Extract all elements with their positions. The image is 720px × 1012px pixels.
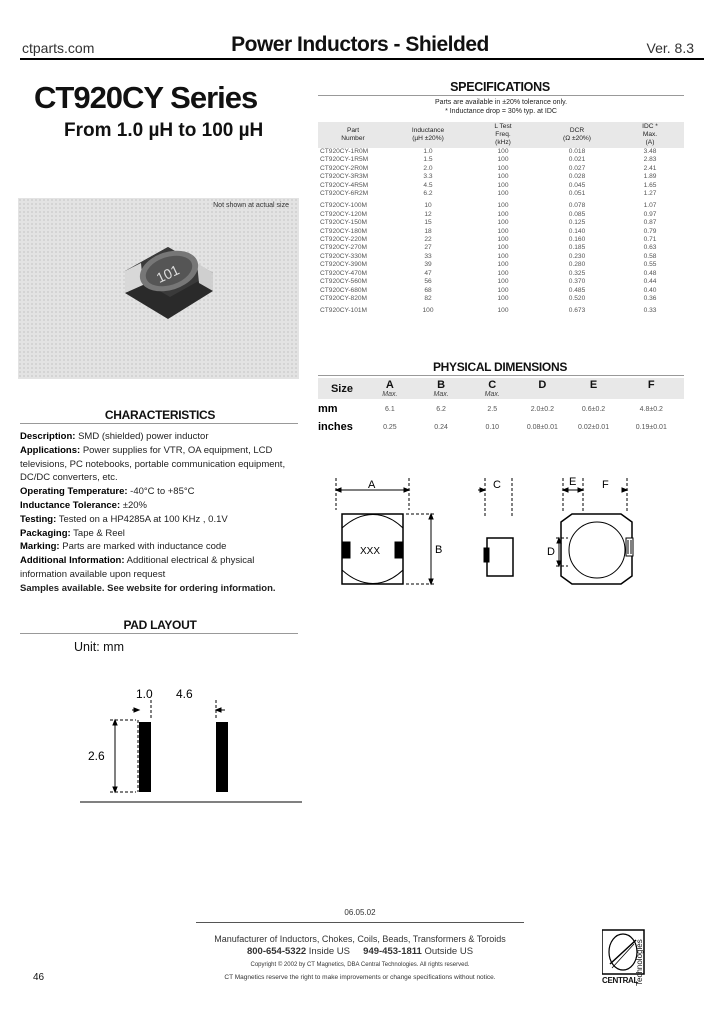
char-inductance-tolerance: Inductance Tolerance: ±20%: [20, 499, 148, 511]
spec-cell: 100: [497, 252, 509, 260]
spec-row: [318, 165, 684, 173]
spec-row: [318, 173, 684, 181]
spec-cell: 39: [424, 261, 432, 269]
logo-subtitle: Technologies: [635, 939, 644, 986]
spec-cell: 100: [497, 278, 509, 286]
dims-cell: 2.0±0.2: [530, 405, 555, 413]
dims-cell: 0.10: [485, 423, 500, 431]
physical-title-rule: [318, 375, 684, 376]
spec-cell: CT920CY-820M: [320, 294, 368, 302]
spec-cell: 0.370: [568, 278, 586, 286]
spec-cell: CT920CY-150M: [320, 219, 368, 227]
page-title: Power Inductors - Shielded: [231, 33, 489, 56]
spec-cell: CT920CY-220M: [320, 236, 368, 244]
spec-cell: 100: [497, 181, 509, 189]
spec-cell: 100: [497, 236, 509, 244]
footer-rule: [196, 922, 524, 923]
spec-cell: 6.2: [423, 190, 433, 198]
spec-cell: 3.3: [423, 173, 433, 181]
spec-header-4: IDC * Max. (A): [616, 122, 684, 148]
spec-cell: 100: [497, 190, 509, 198]
spec-header-3: DCR (Ω ±20%): [538, 122, 616, 148]
spec-cell: 1.89: [643, 173, 657, 181]
dims-cell: 4.8±0.2: [639, 405, 663, 413]
spec-cell: CT920CY-680M: [320, 286, 368, 294]
dims-cell: 0.19±0.01: [635, 423, 667, 431]
spec-cell: 100: [497, 164, 509, 172]
spec-cell: 56: [424, 278, 432, 286]
spec-row: [318, 182, 684, 190]
dims-header-a: A Max.: [366, 378, 414, 399]
dim-label-c: C: [493, 479, 501, 491]
char-description: Description: SMD (shielded) power inductor: [20, 431, 209, 442]
characteristics-title-rule: [20, 423, 298, 424]
char-applications: Applications: Power supplies for VTR, OA equipment, LCD televisions, PC notebooks, portable communication equipment, DC/DC converters, etc.: [20, 444, 286, 484]
spec-cell: 0.63: [643, 244, 657, 252]
footer-manufacturer: Manufacturer of Inductors, Chokes, Coils, Beads, Transformers & Toroids: [214, 934, 506, 944]
spec-cell: CT920CY-4R5M: [320, 181, 369, 189]
dims-header-d: D: [516, 378, 568, 399]
dims-unit-label: inches: [318, 421, 353, 433]
spec-cell: 0.051: [568, 190, 586, 198]
char-testing: Testing: Tested on a HP4285A at 100 KHz , 0.1V: [20, 513, 228, 525]
spec-cell: 12: [424, 210, 432, 218]
dim-label-f: F: [602, 479, 609, 491]
dim-label-e: E: [569, 476, 577, 488]
spec-cell: 0.140: [568, 227, 586, 235]
dims-cell: 0.08±0.01: [526, 423, 558, 431]
spec-cell: 0.33: [643, 307, 657, 315]
footer-date: 06.05.02: [344, 908, 376, 917]
spec-cell: 0.021: [568, 156, 586, 164]
spec-cell: 100: [497, 173, 509, 181]
dim-label-d: D: [547, 546, 555, 558]
spec-cell: 0.125: [568, 219, 586, 227]
char-marking: Marking: Parts are marked with inductance code: [20, 541, 227, 553]
spec-cell: 0.078: [568, 202, 586, 210]
spec-cell: 82: [424, 294, 432, 302]
spec-cell: 0.027: [568, 164, 586, 172]
dims-cell: 6.2: [436, 405, 446, 413]
dims-cell: 0.02±0.01: [578, 423, 610, 431]
spec-cell: 100: [497, 210, 509, 218]
series-title: CT920CY Series: [34, 80, 258, 115]
dims-cell: 6.1: [385, 405, 395, 413]
footer-rights: CT Magnetics reserve the right to make improvements or change specifications without notice.: [224, 974, 496, 981]
spec-row: [318, 307, 684, 315]
spec-cell: 0.230: [568, 252, 586, 260]
spec-cell: 100: [497, 148, 509, 155]
dims-cell: 0.6±0.2: [581, 405, 606, 413]
dims-row-mm: [318, 399, 684, 417]
spec-row: [318, 244, 684, 252]
spec-cell: 0.58: [643, 252, 657, 260]
spec-cell: CT920CY-1R0M: [320, 148, 369, 155]
spec-cell: 1.65: [643, 181, 657, 189]
physical-dimensions-title: PHYSICAL DIMENSIONS: [432, 360, 568, 374]
spec-cell: 100: [497, 307, 509, 315]
spec-cell: 0.87: [643, 219, 657, 227]
spec-row: [318, 287, 684, 295]
spec-cell: CT920CY-100M: [320, 202, 368, 210]
spec-row: [318, 261, 684, 269]
spec-row: [318, 253, 684, 261]
dims-cell: 0.24: [434, 423, 448, 431]
spec-cell: 100: [497, 202, 509, 210]
spec-cell: 0.40: [643, 286, 657, 294]
spec-cell: CT920CY-330M: [320, 252, 368, 260]
spec-row: [318, 148, 684, 156]
version-label: Ver. 8.3: [646, 40, 694, 56]
spec-row: [318, 156, 684, 164]
spec-cell: 0.085: [568, 210, 586, 218]
char-additional-info: Additional Information: Additional electrical & physical information available upon request: [20, 555, 255, 580]
photo-note: Not shown at actual size: [213, 202, 289, 209]
spec-cell: 3.48: [643, 148, 657, 155]
spec-row: [318, 211, 684, 219]
pad-layout-title-rule: [20, 633, 298, 634]
spec-cell: 0.485: [568, 286, 586, 294]
spec-cell: CT920CY-470M: [320, 269, 368, 277]
footer-copyright: Copyright © 2002 by CT Magnetics, DBA Central Technologies. All rights reserved.: [250, 962, 470, 968]
pad-unit: Unit: mm: [74, 640, 124, 654]
spec-cell: 0.36: [643, 294, 657, 302]
spec-cell: 15: [424, 219, 432, 227]
spec-note-idc: * Inductance drop = 30% typ. at IDC: [445, 108, 557, 115]
spec-cell: 0.028: [568, 173, 586, 181]
dims-cell: 2.5: [487, 405, 498, 413]
dims-cell: 0.25: [383, 423, 397, 431]
spec-cell: 68: [424, 286, 432, 294]
spec-cell: CT920CY-120M: [320, 210, 368, 218]
spec-cell: 2.83: [643, 156, 657, 164]
spec-cell: 0.185: [568, 244, 586, 252]
spec-header-1: Inductance (µH ±20%): [388, 122, 468, 148]
dims-header-b: B Max.: [414, 378, 468, 399]
inductance-range: From 1.0 µH to 100 µH: [64, 120, 264, 141]
spec-cell: 0.673: [568, 307, 586, 315]
spec-cell: 33: [424, 252, 432, 260]
pad-width-label: 1.0: [136, 687, 153, 701]
spec-cell: 0.520: [568, 294, 586, 302]
spec-cell: 2.41: [643, 164, 657, 172]
dimension-diagram: [318, 470, 688, 600]
spec-cell: CT920CY-2R0M: [320, 164, 369, 172]
spec-cell: 100: [497, 244, 509, 252]
phone-inside: 800-654-5322: [246, 946, 307, 957]
spec-cell: 1.07: [643, 202, 657, 210]
char-packaging: Packaging: Tape & Reel: [20, 527, 125, 539]
pad-layout-title: PAD LAYOUT: [123, 618, 197, 632]
spec-cell: 0.79: [643, 227, 657, 235]
spec-cell: 100: [497, 227, 509, 235]
samples-note: Samples available. See website for ordering information.: [20, 582, 276, 594]
spec-cell: 0.48: [643, 269, 657, 277]
spec-title-rule: [318, 95, 684, 96]
spec-cell: CT920CY-180M: [320, 227, 368, 235]
spec-header-2: L Test Freq. (kHz): [468, 122, 538, 148]
spec-cell: 0.44: [643, 278, 657, 286]
spec-row: [318, 236, 684, 244]
spec-cell: 2.0: [423, 164, 433, 172]
phone-outside: 949-453-1811: [363, 946, 422, 957]
specifications-table: [318, 122, 684, 316]
central-logo: [602, 928, 658, 990]
characteristics-list: [20, 430, 298, 596]
page-number: 46: [33, 972, 45, 983]
header-divider: [20, 58, 704, 60]
spec-note-tolerance: Parts are available in ±20% tolerance only.: [434, 99, 568, 106]
spec-cell: 0.55: [643, 261, 657, 269]
spec-cell: 47: [424, 269, 432, 277]
spec-row: [318, 295, 684, 303]
spec-cell: 0.71: [643, 236, 657, 244]
dims-size-header: Size: [318, 378, 366, 399]
spec-cell: CT920CY-101M: [320, 307, 368, 315]
logo-name: CENTRAL: [602, 976, 639, 985]
spec-cell: 100: [497, 219, 509, 227]
pad-spacing-label: 4.6: [176, 687, 193, 701]
spec-cell: 100: [422, 307, 434, 315]
site-name: ctparts.com: [22, 40, 95, 56]
spec-header-0: Part Number: [318, 122, 388, 148]
spec-cell: 18: [424, 227, 432, 235]
phone-outside-label: Outside US: [424, 946, 474, 957]
dims-row-inches: [318, 417, 684, 435]
spec-cell: 27: [424, 244, 432, 252]
spec-cell: 1.27: [643, 190, 657, 198]
dim-label-b: B: [435, 544, 443, 556]
spec-cell: 0.045: [568, 181, 586, 189]
spec-cell: 0.018: [568, 148, 586, 155]
spec-cell: 10: [424, 202, 432, 210]
characteristics-title: CHARACTERISTICS: [104, 408, 216, 422]
spec-row: [318, 190, 684, 198]
marking-placeholder: XXX: [360, 546, 381, 557]
spec-cell: 100: [497, 286, 509, 294]
spec-cell: 100: [497, 269, 509, 277]
spec-cell: 0.280: [568, 261, 586, 269]
pad-height-label: 2.6: [88, 749, 105, 763]
dim-label-a: A: [368, 479, 376, 491]
inductor-marking: 101: [153, 261, 182, 286]
spec-cell: 1.0: [423, 148, 433, 155]
spec-cell: 100: [497, 294, 509, 302]
spec-cell: CT920CY-3R3M: [320, 173, 369, 181]
dims-header-f: F: [619, 378, 684, 399]
dims-header-c: C Max.: [468, 378, 516, 399]
dimensions-table: [318, 378, 684, 435]
spec-row: [318, 278, 684, 286]
spec-cell: 22: [424, 236, 432, 244]
specifications-title: SPECIFICATIONS: [450, 80, 550, 94]
inductor-image: [113, 233, 223, 323]
spec-cell: 1.5: [423, 156, 433, 164]
spec-cell: 4.5: [423, 181, 433, 189]
dims-unit-label: mm: [318, 403, 338, 415]
spec-cell: 0.325: [568, 269, 586, 277]
spec-cell: 100: [497, 156, 509, 164]
char-operating-temperature: Operating Temperature: -40°C to +85°C: [20, 486, 195, 498]
pad-layout-diagram: [70, 680, 310, 805]
spec-cell: CT920CY-6R2M: [320, 190, 369, 198]
spec-cell: 100: [497, 261, 509, 269]
spec-cell: CT920CY-390M: [320, 261, 368, 269]
spec-row: [318, 270, 684, 278]
spec-cell: CT920CY-560M: [320, 278, 368, 286]
spec-row: [318, 219, 684, 227]
phone-inside-label: Inside US: [308, 946, 350, 957]
spec-cell: CT920CY-1R5M: [320, 156, 369, 164]
spec-cell: CT920CY-270M: [320, 244, 368, 252]
spec-row: [318, 228, 684, 236]
spec-cell: 0.97: [643, 210, 657, 218]
spec-row: [318, 202, 684, 210]
product-photo: [18, 198, 299, 379]
dims-header-e: E: [569, 378, 619, 399]
spec-cell: 0.160: [568, 236, 586, 244]
